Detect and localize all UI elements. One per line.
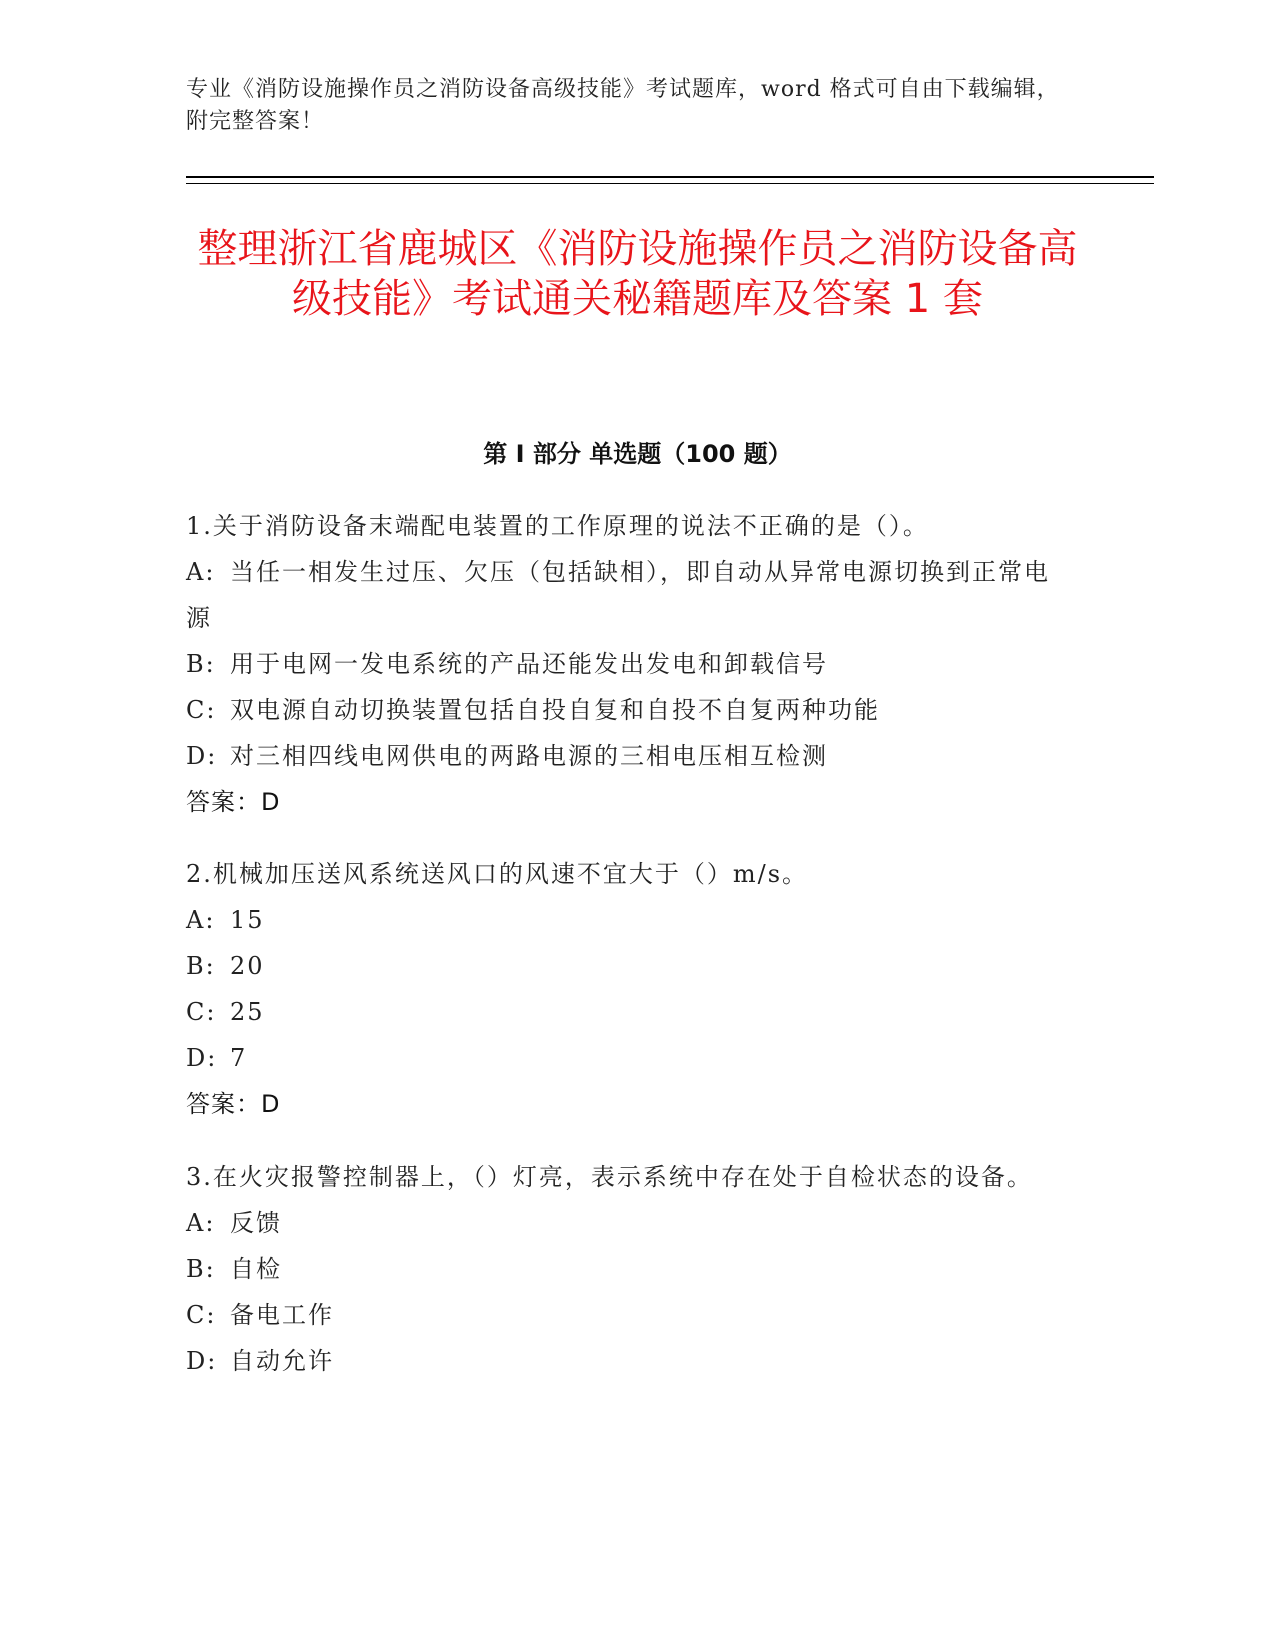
option-text: 7 bbox=[230, 1044, 248, 1072]
option-text: 自动允许 bbox=[230, 1347, 334, 1375]
option-b bbox=[186, 1246, 1066, 1292]
option-text: 20 bbox=[230, 952, 265, 980]
option-label: B: bbox=[186, 952, 216, 980]
option-label: C: bbox=[186, 696, 217, 724]
question-stem: 2.机械加压送风系统送风口的风速不宜大于（）m/s。 bbox=[186, 860, 809, 888]
section-title: 第 I 部分 单选题（100 题） bbox=[483, 440, 792, 468]
option-c bbox=[186, 989, 1066, 1035]
option-text: 双电源自动切换装置包括自投自复和自投不自复两种功能 bbox=[230, 696, 880, 724]
option-a bbox=[186, 1200, 1066, 1246]
question-3 bbox=[186, 1154, 1066, 1384]
option-label: B: bbox=[186, 650, 216, 678]
option-label: A: bbox=[186, 906, 216, 934]
option-d bbox=[186, 1338, 1066, 1384]
option-a bbox=[186, 549, 1066, 641]
header-note: 专业《消防设施操作员之消防设备高级技能》考试题库，word 格式可自由下载编辑，附完整答案！ bbox=[186, 77, 1060, 134]
question-1 bbox=[186, 503, 1066, 825]
header-divider-thick bbox=[186, 176, 1154, 178]
option-d bbox=[186, 1035, 1066, 1081]
option-label: A: bbox=[186, 558, 216, 586]
option-label: C: bbox=[186, 998, 217, 1026]
option-b bbox=[186, 641, 1066, 687]
option-label: C: bbox=[186, 1301, 217, 1329]
option-text: 对三相四线电网供电的两路电源的三相电压相互检测 bbox=[230, 742, 828, 770]
option-text: 15 bbox=[230, 906, 265, 934]
option-c bbox=[186, 687, 1066, 733]
option-text: 反馈 bbox=[230, 1209, 282, 1237]
question-stem: 1.关于消防设备末端配电装置的工作原理的说法不正确的是（）。 bbox=[186, 512, 929, 540]
option-label: D: bbox=[186, 1347, 218, 1375]
document-title: 整理浙江省鹿城区《消防设施操作员之消防设备高级技能》考试通关秘籍题库及答案 1 套 bbox=[197, 226, 1078, 322]
option-text: 当任一相发生过压、欠压（包括缺相），即自动从异常电源切换到正常电源 bbox=[186, 558, 1050, 632]
option-label: A: bbox=[186, 1209, 216, 1237]
option-label: D: bbox=[186, 742, 218, 770]
option-a bbox=[186, 897, 1066, 943]
option-label: D: bbox=[186, 1044, 218, 1072]
option-text: 自检 bbox=[230, 1255, 282, 1283]
option-b bbox=[186, 943, 1066, 989]
option-text: 用于电网一发电系统的产品还能发出发电和卸载信号 bbox=[230, 650, 828, 678]
option-text: 备电工作 bbox=[230, 1301, 334, 1329]
question-stem: 3.在火灾报警控制器上，（）灯亮，表示系统中存在处于自检状态的设备。 bbox=[186, 1163, 1033, 1191]
answer: 答案：D bbox=[186, 788, 281, 816]
option-text: 25 bbox=[230, 998, 265, 1026]
question-2 bbox=[186, 851, 1066, 1127]
option-d bbox=[186, 733, 1066, 779]
option-label: B: bbox=[186, 1255, 216, 1283]
answer: 答案：D bbox=[186, 1090, 281, 1118]
option-c bbox=[186, 1292, 1066, 1338]
header-divider-thin bbox=[186, 183, 1154, 184]
